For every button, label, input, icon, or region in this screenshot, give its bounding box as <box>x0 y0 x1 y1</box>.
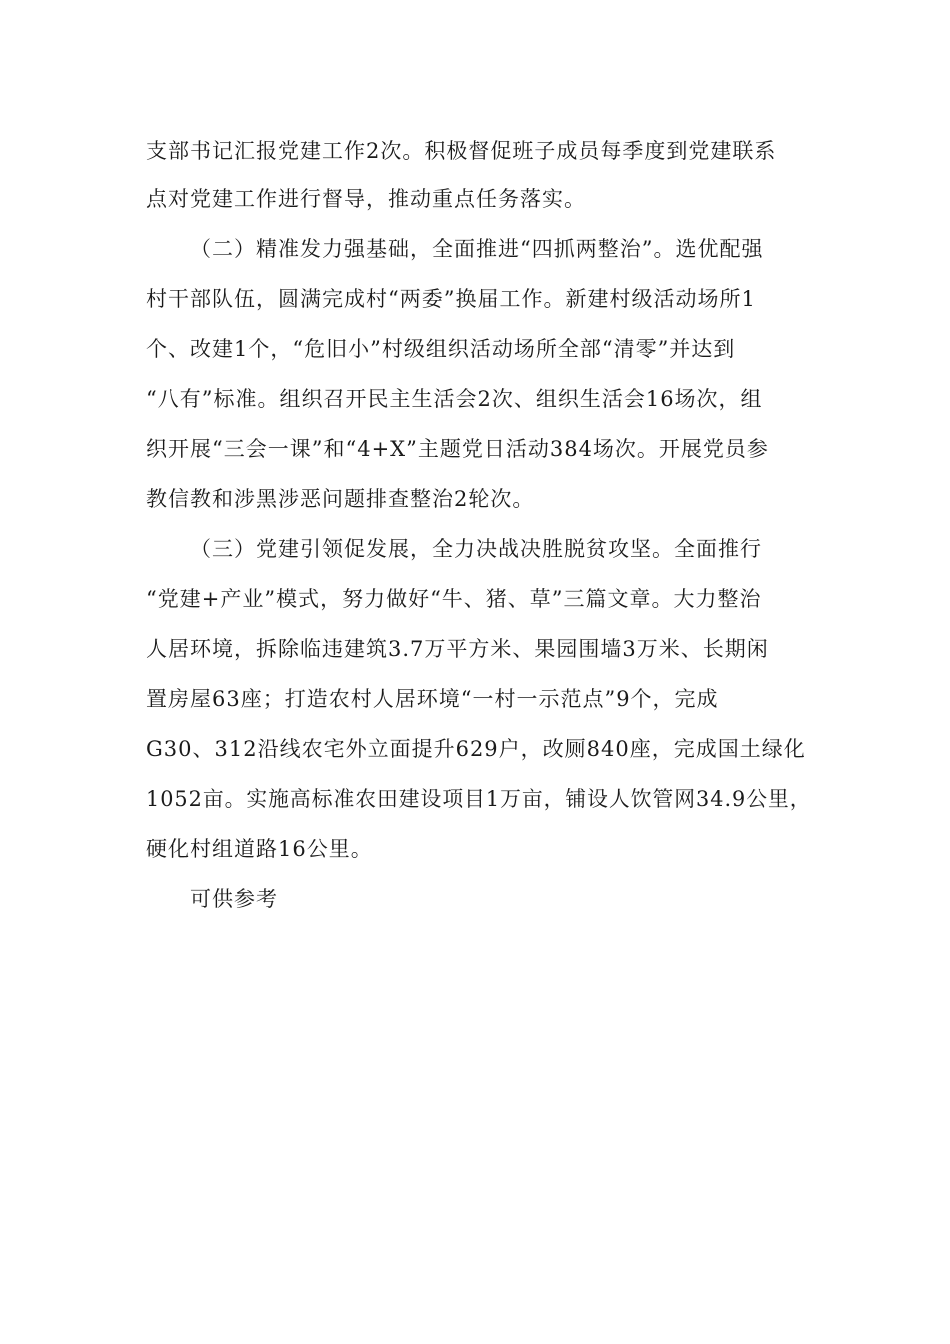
text-line <box>0 631 950 667</box>
text-line <box>0 781 950 817</box>
text-line-content: 人居环境，拆除临违建筑3.7万平方米、果园围墙3万米、长期闲 <box>146 637 769 661</box>
text-line <box>0 481 950 517</box>
text-line <box>0 381 950 417</box>
text-line-content: 置房屋63座；打造农村人居环境“一村一示范点”9个，完成 <box>146 687 719 711</box>
text-line <box>0 331 950 367</box>
text-line-content: （三）党建引领促发展，全力决战决胜脱贫攻坚。全面推行 <box>190 537 762 561</box>
text-line-content: 可供参考 <box>190 887 278 911</box>
text-line-content: 支部书记汇报党建工作2次。积极督促班子成员每季度到党建联系 <box>146 139 777 163</box>
paragraph-heading-line <box>0 231 950 267</box>
text-line <box>0 831 950 867</box>
text-line <box>0 581 950 617</box>
text-line-content: G30、312沿线农宅外立面提升629户，改厕840座，完成国土绿化 <box>146 737 806 761</box>
text-line-content: 个、改建1个，“危旧小”村级组织活动场所全部“清零”并达到 <box>146 337 736 361</box>
closing-note <box>0 881 950 917</box>
text-line-content: 教信教和涉黑涉恶问题排查整治2轮次。 <box>146 487 535 511</box>
text-line-content: 村干部队伍，圆满完成村“两委”换届工作。新建村级活动场所1 <box>146 287 756 311</box>
paragraph-heading-line <box>0 531 950 567</box>
text-line-content: “党建+产业”模式，努力做好“牛、猪、草”三篇文章。大力整治 <box>146 587 762 611</box>
text-line <box>0 281 950 317</box>
text-line-content: （二）精准发力强基础，全面推进“四抓两整治”。选优配强 <box>190 237 764 261</box>
text-line <box>0 681 950 717</box>
text-line-content: 点对党建工作进行督导，推动重点任务落实。 <box>146 187 586 211</box>
text-line <box>0 181 950 217</box>
text-line-content: 织开展“三会一课”和“4+X”主题党日活动384场次。开展党员参 <box>146 437 769 461</box>
text-line <box>0 133 950 169</box>
text-line-content: 1052亩。实施高标准农田建设项目1万亩，铺设人饮管网34.9公里， <box>146 787 812 811</box>
text-line-content: 硬化村组道路16公里。 <box>146 837 373 861</box>
text-line-content: “八有”标准。组织召开民主生活会2次、组织生活会16场次，组 <box>146 387 763 411</box>
text-line <box>0 431 950 467</box>
text-line <box>0 731 950 767</box>
